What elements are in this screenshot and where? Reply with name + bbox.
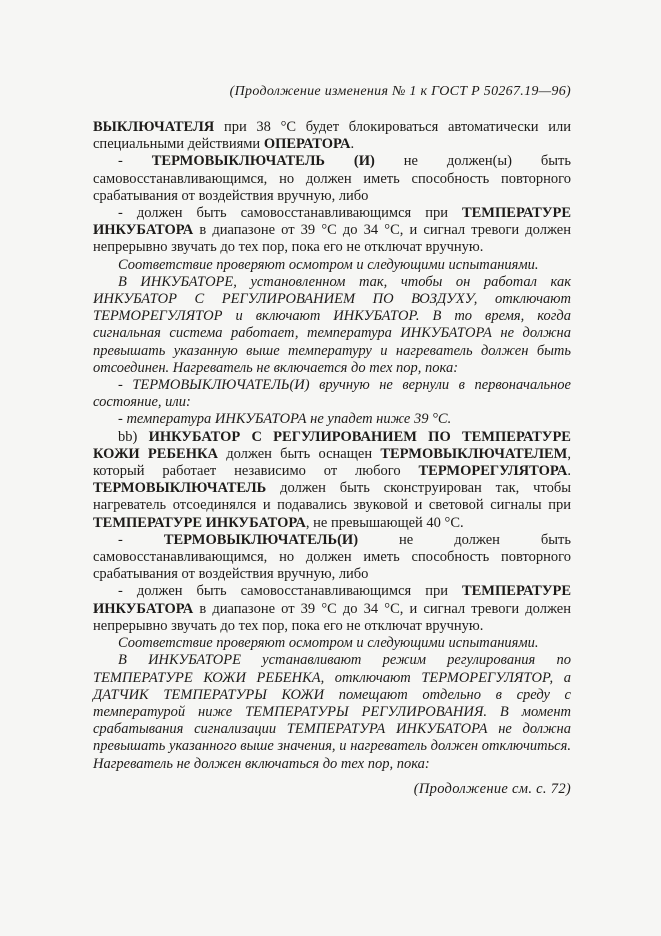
paragraph xyxy=(93,635,571,652)
paragraph-text: - xyxy=(118,153,152,170)
defined-term: ТЕМПЕРАТУРЕ ИНКУБАТОРА xyxy=(93,514,306,531)
defined-term: ТЕРМОВЫКЛЮЧАТЕЛЬ xyxy=(93,480,267,497)
paragraph-text: - ТЕРМОВЫКЛЮЧАТЕЛЬ(И) вручную не вернули в первоначальное состояние, или: xyxy=(93,377,571,411)
paragraph xyxy=(93,377,571,411)
paragraph-text: - должен быть самовосстанавливающимся при xyxy=(118,205,462,222)
defined-term: ТЕМПЕРАТУРЕ ИНКУБАТОРА xyxy=(93,205,571,239)
paragraph-text: не должен(ы) быть самовосстанавливающимся, но должен иметь способность повторного срабатывания от воздействия вручную, либо xyxy=(93,153,571,204)
paragraph xyxy=(93,411,571,428)
defined-term: ОПЕРАТОРА xyxy=(263,136,351,153)
paragraph-text: - должен быть самовосстанавливающимся при xyxy=(118,583,462,600)
defined-term: ТЕМПЕРАТУРЕ ИНКУБАТОРА xyxy=(93,583,571,617)
paragraph xyxy=(93,205,571,257)
paragraph-text: . xyxy=(350,136,355,153)
document-body xyxy=(93,119,571,773)
paragraph-text: Соответствие проверяют осмотром и следующими испытаниями. xyxy=(118,635,539,652)
page-footer: (Продолжение см. с. 72) xyxy=(413,781,571,797)
paragraph-text: - xyxy=(118,531,164,548)
defined-term: ТЕРМОВЫКЛЮЧАТЕЛЬ (И) xyxy=(151,153,375,170)
paragraph-text: - температура ИНКУБАТОРА не упадет ниже 39 °С. xyxy=(118,411,452,428)
paragraph xyxy=(93,257,571,274)
paragraph xyxy=(93,652,571,772)
paragraph-text: . xyxy=(567,463,571,480)
paragraph-text: Соответствие проверяют осмотром и следующими испытаниями. xyxy=(118,256,539,273)
paragraph-text: в диапазоне от 39 °С до 34 °С, и сигнал тревоги должен непрерывно звучать до тех пор, пока его не отключат вручную. xyxy=(93,222,571,256)
paragraph-text: должен быть сконструирован так, чтобы нагреватель отсоединялся и подавались звуковой и световой сигналы при xyxy=(93,480,571,514)
paragraph-text: должен быть оснащен xyxy=(217,445,381,462)
paragraph-text: , который работает независимо от любого xyxy=(93,445,571,480)
defined-term: ИНКУБАТОР С РЕГУЛИРОВАНИЕМ ПО ТЕМПЕРАТУРЕ КОЖИ РЕБЕНКА xyxy=(93,428,571,462)
paragraph-text: , не превышающей 40 °С. xyxy=(305,514,464,531)
paragraph xyxy=(93,274,571,377)
paragraph xyxy=(93,583,571,635)
paragraph xyxy=(93,153,571,205)
paragraph-text: В ИНКУБАТОРЕ устанавливают режим регулирования по ТЕМПЕРАТУРЕ КОЖИ РЕБЕНКА, отключают ТЕРМОРЕГУЛЯТОР, а ДАТЧИК ТЕМПЕРАТУРЫ КОЖИ помещают отдельно в среду с температурой ниже ТЕМПЕРАТУРЫ РЕГУЛИРОВАНИЯ. В момент срабатывания сигнализации ТЕМПЕРАТУРА ИНКУБАТОРА не должна превышать указанного выше значения, и нагреватель должен отключиться. Нагреватель не должен включаться до тех пор, пока: xyxy=(93,652,571,772)
defined-term: ТЕРМОВЫКЛЮЧАТЕЛЬ(И) xyxy=(163,531,359,548)
defined-term: ВЫКЛЮЧАТЕЛЯ xyxy=(93,119,215,135)
paragraph-text: В ИНКУБАТОРЕ, установленном так, чтобы он работал как ИНКУБАТОР С РЕГУЛИРОВАНИЕМ ПО ВОЗДУХУ, отключают ТЕРМОРЕГУЛЯТОР и включают ИНКУБАТОР. В то время, когда сигнальная система работает, температура ИНКУБАТОРА не должна превышать указанную выше температуру и нагреватель должен быть отсоединен. Нагреватель не включается до тех пор, пока: xyxy=(93,273,571,376)
paragraph xyxy=(93,429,571,532)
paragraph xyxy=(93,119,571,153)
defined-term: ТЕРМОРЕГУЛЯТОРА xyxy=(418,463,568,480)
page-content xyxy=(93,84,571,773)
running-header: (Продолжение изменения № 1 к ГОСТ Р 50267.19—96) xyxy=(229,84,571,99)
paragraph-text: при 38 °С будет блокироваться автоматически или специальными действиями xyxy=(93,119,571,153)
paragraph xyxy=(93,532,571,584)
paragraph-text: bb) xyxy=(118,428,149,445)
paragraph-text: не должен быть самовосстанавливающимся, но должен иметь способность повторного срабатывания от воздействия вручную, либо xyxy=(93,531,571,583)
defined-term: ТЕРМОВЫКЛЮЧАТЕЛЕМ xyxy=(380,445,568,462)
paragraph-text: в диапазоне от 39 °С до 34 °С, и сигнал тревоги должен непрерывно звучать до тех пор, пока его не отключат вручную. xyxy=(93,600,571,634)
